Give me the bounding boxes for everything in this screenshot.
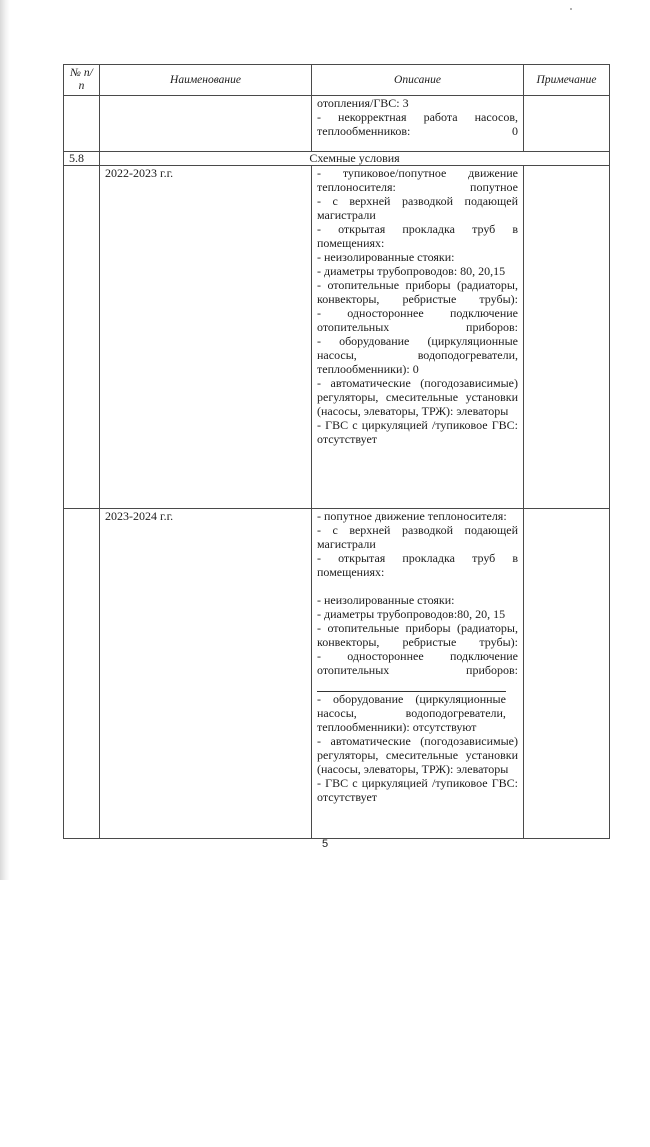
section-row xyxy=(64,152,610,166)
header-note: Примечание xyxy=(524,65,610,96)
header-name: Наименование xyxy=(100,65,312,96)
header-number: № п/п xyxy=(64,65,100,96)
row-period: 2023-2024 г.г. xyxy=(100,509,312,839)
description-line: - одностороннее подключение отопительных приборов: xyxy=(317,649,518,677)
description-line: - с верхней разводкой подающей магистрали xyxy=(317,194,518,222)
page-number: 5 xyxy=(321,838,329,850)
description-line: - открытая прокладка труб в помещениях: xyxy=(317,551,518,579)
continuation-row xyxy=(64,96,610,152)
row-number-cell xyxy=(64,166,100,509)
specification-table xyxy=(63,64,610,839)
table-row xyxy=(64,166,610,509)
description-line: - отопительные приборы (радиаторы, конвекторы, ребристые трубы): xyxy=(317,621,518,649)
continuation-name-cell xyxy=(100,96,312,152)
continuation-description-cell xyxy=(312,96,524,152)
continuation-number-cell xyxy=(64,96,100,152)
section-title: Схемные условия xyxy=(100,152,610,166)
description-line: - диаметры трубопроводов: 80, 20,15 xyxy=(317,264,506,278)
description-line: - попутное движение теплоносителя: xyxy=(317,509,507,523)
description-line: - неизолированные стояки: xyxy=(317,250,455,264)
description-line: - одностороннее подключение отопительных приборов: xyxy=(317,306,518,334)
continuation-line: отопления/ГВС: 3 xyxy=(317,96,409,110)
description-line: - тупиковое/попутное движение теплоносителя: попутное xyxy=(317,166,518,194)
description-line: - открытая прокладка труб в помещениях: xyxy=(317,222,518,250)
description-line: - ГВС с циркуляцией /тупиковое ГВС: отсутствует xyxy=(317,776,518,804)
description-line: - оборудование (циркуляционные насосы, водоподогреватели, теплообменники): 0 xyxy=(317,334,518,376)
description-line: - диаметры трубопроводов:80, 20, 15 xyxy=(317,607,506,621)
description-line: - автоматические (погодозависимые) регуляторы, смесительные установки (насосы, элеваторы, ТРЖ): элеваторы xyxy=(317,376,518,418)
row-number-cell xyxy=(64,509,100,839)
row-period: 2022-2023 г.г. xyxy=(100,166,312,509)
description-line: - оборудование (циркуляционные насосы, водоподогреватели, теплообменники): отсутствуют xyxy=(317,692,506,734)
row-description xyxy=(312,166,524,509)
header-description: Описание xyxy=(312,65,524,96)
row-note-cell xyxy=(524,166,610,509)
description-line: - отопительные приборы (радиаторы, конвекторы, ребристые трубы): xyxy=(317,278,518,306)
continuation-line: - некорректная работа насосов, теплообменников: 0 xyxy=(317,110,518,138)
description-line: - неизолированные стояки: xyxy=(317,593,455,607)
table-header-row xyxy=(64,65,610,96)
row-description xyxy=(312,509,524,839)
continuation-note-cell xyxy=(524,96,610,152)
description-line: - ГВС с циркуляцией /тупиковое ГВС: отсутствует xyxy=(317,418,518,446)
row-note-cell xyxy=(524,509,610,839)
table-row xyxy=(64,509,610,839)
description-line: - с верхней разводкой подающей магистрали xyxy=(317,523,518,551)
description-line: - автоматические (погодозависимые) регуляторы, смесительные установки (насосы, элеваторы, ТРЖ): элеваторы xyxy=(317,734,518,776)
section-number: 5.8 xyxy=(64,152,100,166)
